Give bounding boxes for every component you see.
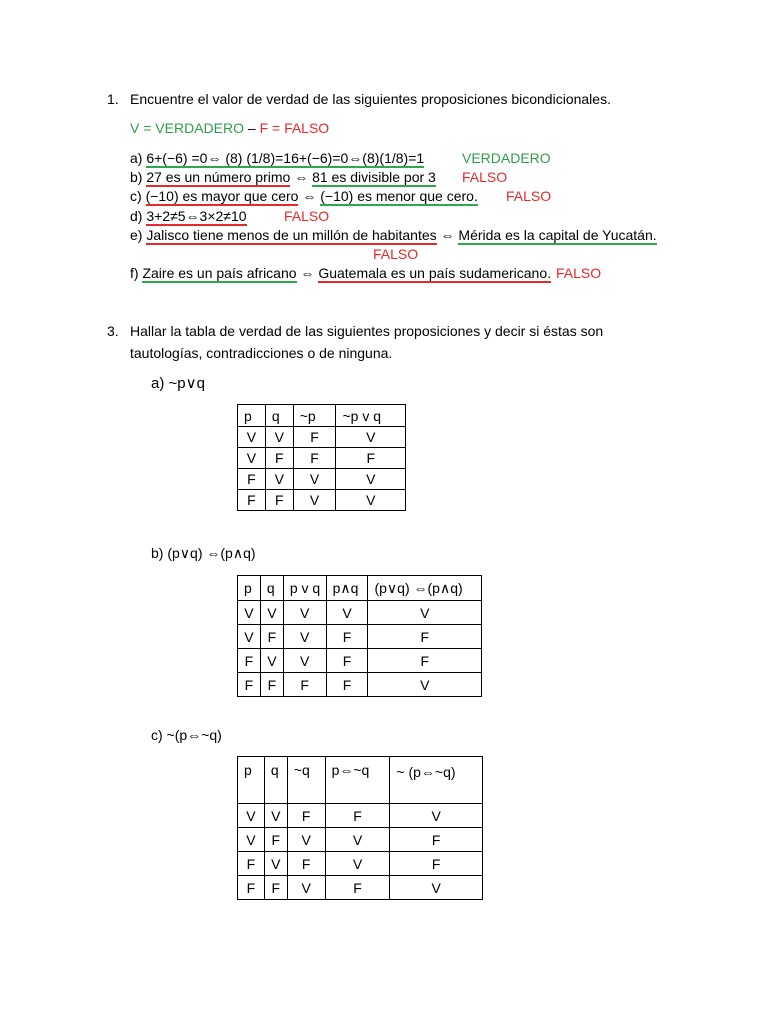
- table-row: [238, 804, 483, 828]
- item-d-answer: FALSO: [284, 208, 330, 224]
- legend-true: V = VERDADERO: [130, 120, 244, 136]
- table-header-row: [238, 757, 483, 804]
- table-cell: F: [326, 649, 368, 673]
- table-cell: V: [293, 490, 336, 511]
- table-cell: V: [390, 876, 483, 900]
- table-cell: V: [325, 828, 390, 852]
- table-cell: F: [238, 649, 261, 673]
- item-a-prefix: a): [130, 150, 147, 166]
- table-header-cell: ~ (p⇔~q): [390, 757, 483, 804]
- table-cell: F: [390, 852, 483, 876]
- table-a-label: a) ~p∨q: [151, 375, 205, 392]
- table-cell: V: [283, 649, 326, 673]
- truth-table-a: [237, 404, 406, 511]
- table-cell: V: [368, 601, 482, 625]
- table-cell: V: [326, 601, 368, 625]
- table-cell: F: [325, 804, 390, 828]
- table-header-cell: p: [238, 405, 266, 427]
- table-cell: F: [293, 448, 336, 469]
- item-f: [130, 265, 551, 281]
- item-f-answer: FALSO: [556, 265, 602, 281]
- truth-table-c: [237, 756, 483, 900]
- table-cell: F: [238, 673, 261, 697]
- table-header-cell: ~p: [293, 405, 336, 427]
- item-d: [130, 208, 247, 224]
- table-cell: F: [293, 427, 336, 448]
- table-cell: F: [264, 876, 287, 900]
- table-cell: V: [390, 804, 483, 828]
- table-cell: F: [260, 625, 283, 649]
- table-cell: F: [287, 852, 325, 876]
- table-header-cell: (p∨q) ⇔(p∧q): [368, 576, 482, 601]
- table-header-cell: p: [238, 576, 261, 601]
- item-b-left: 27 es un número primo: [146, 169, 291, 185]
- item-e-op: ⇔: [436, 227, 459, 243]
- truth-table-b: [237, 575, 482, 697]
- table-header-cell: ~q: [287, 757, 325, 804]
- item-e: [130, 227, 657, 243]
- item-b-right: 81 es divisible por 3: [312, 169, 436, 185]
- table-cell: V: [283, 601, 326, 625]
- item-e-right: Mérida es la capital de Yucatán.: [458, 227, 657, 243]
- question-1-title: Encuentre el valor de verdad de las siguientes proposiciones bicondicionales.: [130, 91, 611, 107]
- table-cell: F: [390, 828, 483, 852]
- table-cell: V: [238, 448, 266, 469]
- item-c-answer: FALSO: [506, 188, 552, 204]
- table-cell: F: [326, 673, 368, 697]
- item-f-left: Zaire es un país africano: [142, 265, 297, 281]
- table-cell: V: [336, 469, 406, 490]
- table-cell: V: [238, 804, 265, 828]
- table-cell: V: [283, 625, 326, 649]
- table-cell: F: [238, 490, 266, 511]
- table-cell: V: [368, 673, 482, 697]
- item-d-statement: 3+2≠5⇔3×2≠10: [146, 208, 247, 224]
- item-e-answer: FALSO: [373, 246, 419, 262]
- table-header-cell: q: [264, 757, 287, 804]
- table-cell: V: [260, 601, 283, 625]
- item-c-prefix: c): [130, 188, 146, 204]
- table-row: [238, 828, 483, 852]
- question-3-number: 3.: [107, 323, 119, 339]
- table-cell: F: [238, 852, 265, 876]
- table-row: [238, 876, 483, 900]
- item-f-right: Guatemala es un país sudamericano.: [318, 265, 552, 281]
- table-header-cell: p: [238, 757, 265, 804]
- table-header-cell: q: [260, 576, 283, 601]
- item-b: [130, 169, 436, 185]
- item-b-op: ⇔: [290, 169, 313, 185]
- table-cell: V: [264, 852, 287, 876]
- table-cell: V: [287, 828, 325, 852]
- item-a-answer: VERDADERO: [462, 150, 551, 166]
- item-c-left: (−10) es mayor que cero: [145, 188, 299, 204]
- table-header-row: [238, 405, 406, 427]
- item-b-prefix: b): [130, 169, 147, 185]
- item-b-answer: FALSO: [462, 169, 508, 185]
- table-cell: V: [238, 625, 261, 649]
- table-row: [238, 427, 406, 448]
- table-row: [238, 490, 406, 511]
- table-cell: V: [293, 469, 336, 490]
- table-header-cell: ~p v q: [336, 405, 406, 427]
- table-row: [238, 448, 406, 469]
- item-f-prefix: f): [130, 265, 143, 281]
- legend-dash: –: [243, 120, 260, 136]
- table-cell: F: [265, 490, 293, 511]
- item-a-statement: 6+(−6) =0⇔ (8) (1/8)=16+(−6)=0⇔(8)(1/8)=1: [146, 150, 425, 166]
- table-cell: V: [238, 828, 265, 852]
- table-row: [238, 649, 482, 673]
- table-cell: V: [238, 427, 266, 448]
- question-3-title-line2: tautologías, contradicciones o de ninguna.: [130, 345, 393, 361]
- table-row: [238, 601, 482, 625]
- item-e-left: Jalisco tiene menos de un millón de habitantes: [146, 227, 437, 243]
- table-cell: F: [238, 876, 265, 900]
- truth-legend: [130, 120, 329, 136]
- table-cell: F: [326, 625, 368, 649]
- table-cell: V: [336, 490, 406, 511]
- item-c-op: ⇔: [298, 188, 321, 204]
- table-cell: V: [265, 427, 293, 448]
- question-3-title-line1: Hallar la tabla de verdad de las siguientes proposiciones y decir si éstas son: [130, 323, 604, 339]
- table-row: [238, 625, 482, 649]
- table-cell: V: [260, 649, 283, 673]
- table-header-cell: p v q: [283, 576, 326, 601]
- question-1-number: 1.: [107, 91, 119, 107]
- table-cell: V: [264, 804, 287, 828]
- legend-false: F = FALSO: [259, 120, 330, 136]
- table-cell: F: [368, 649, 482, 673]
- table-cell: F: [265, 448, 293, 469]
- table-cell: V: [287, 876, 325, 900]
- table-cell: F: [260, 673, 283, 697]
- table-row: [238, 673, 482, 697]
- table-c-label: c) ~(p⇔~q): [151, 727, 222, 743]
- table-cell: F: [283, 673, 326, 697]
- table-cell: V: [238, 601, 261, 625]
- item-f-op: ⇔: [296, 265, 319, 281]
- table-b-label: b) (p∨q) ⇔(p∧q): [151, 545, 256, 561]
- table-cell: F: [287, 804, 325, 828]
- table-cell: F: [264, 828, 287, 852]
- table-header-row: [238, 576, 482, 601]
- table-header-cell: p⇔~q: [325, 757, 390, 804]
- table-row: [238, 469, 406, 490]
- item-c: [130, 188, 478, 204]
- item-d-prefix: d): [130, 208, 147, 224]
- table-cell: F: [238, 469, 266, 490]
- item-c-right: (−10) es menor que cero.: [320, 188, 478, 204]
- table-cell: V: [325, 852, 390, 876]
- table-cell: V: [265, 469, 293, 490]
- item-a: [130, 150, 424, 166]
- table-cell: F: [336, 448, 406, 469]
- table-header-cell: q: [265, 405, 293, 427]
- table-row: [238, 852, 483, 876]
- table-cell: F: [325, 876, 390, 900]
- table-cell: V: [336, 427, 406, 448]
- table-header-cell: p∧q: [326, 576, 368, 601]
- item-e-prefix: e): [130, 227, 147, 243]
- table-cell: F: [368, 625, 482, 649]
